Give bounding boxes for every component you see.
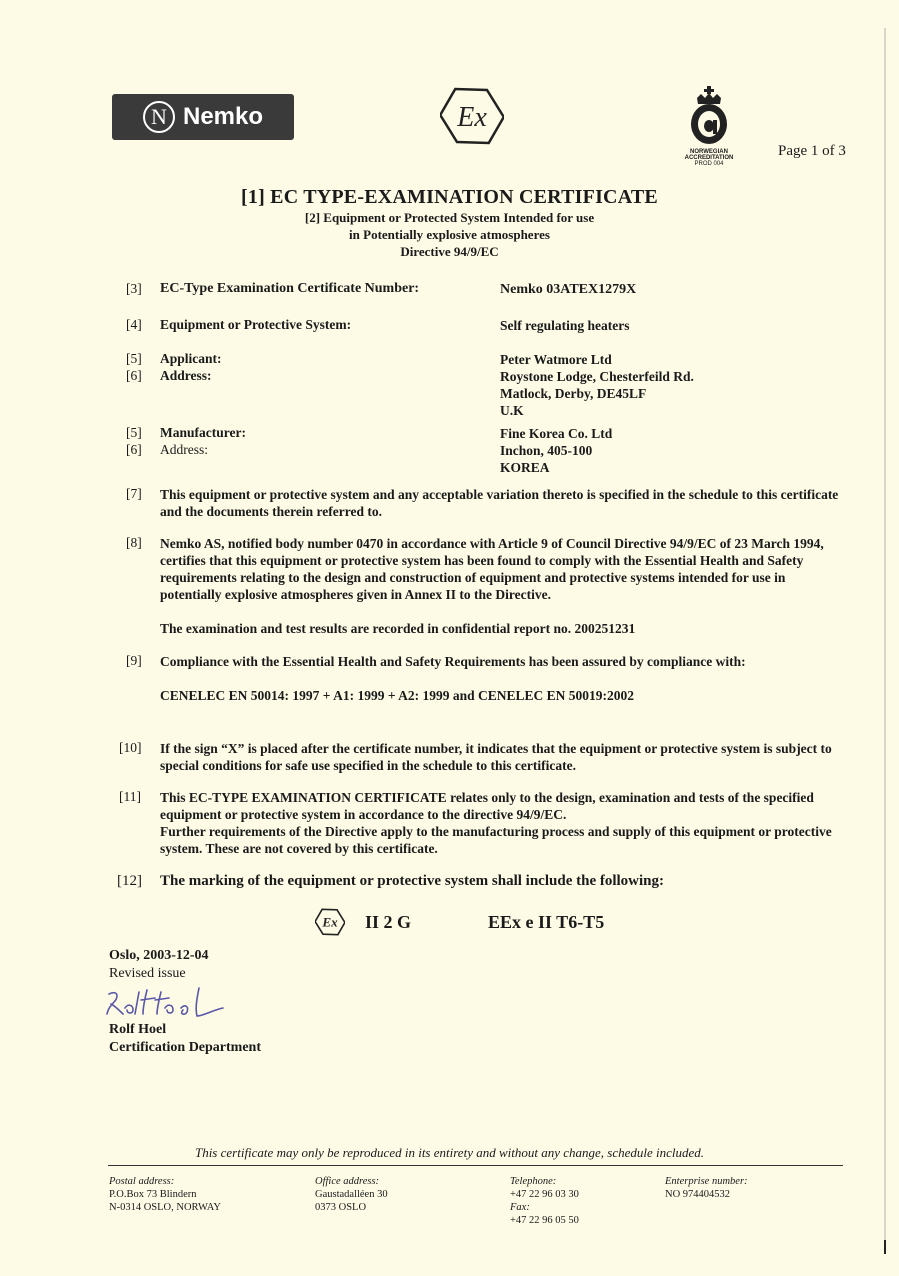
paragraph-12-text: The marking of the equipment or protective system shall include the following: [160, 873, 665, 889]
marking-code: EEx e II T6-T5 [488, 911, 605, 932]
postal-address-label: Postal address: [109, 1176, 175, 1187]
applicant-label: Applicant: [160, 351, 222, 366]
telephone-value: +47 22 96 03 30 [510, 1189, 579, 1200]
enterprise-info [665, 1175, 748, 1201]
reproduction-note: This certificate may only be reproduced in its entirety and without any change, schedule included. [194, 1145, 705, 1160]
equipment-marking [315, 908, 604, 936]
manufacturer-address-label: Address: [160, 442, 208, 457]
paragraph-number-10: [10] [119, 740, 142, 755]
subtitle-line-1: [2] Equipment or Protected System Intended for use [304, 210, 595, 225]
manufacturer-line: Inchon, 405-100 [500, 443, 593, 458]
applicant-line: Matlock, Derby, DE45LF [500, 386, 647, 401]
paragraph-11-text [160, 789, 850, 857]
subtitle-line-2: in Potentially explosive atmospheres [349, 227, 550, 242]
postal-line: P.O.Box 73 Blindern [109, 1189, 197, 1200]
paragraph-number-9: [9] [126, 653, 142, 668]
field-number-5b: [5] [126, 425, 142, 440]
handwritten-signature [103, 984, 243, 1024]
telephone-info [510, 1175, 579, 1227]
svg-text:Ex: Ex [322, 914, 338, 930]
office-address [315, 1175, 388, 1214]
report-number-text: The examination and test results are recorded in confidential report no. 200251231 [160, 621, 636, 636]
enterprise-label: Enterprise number: [665, 1176, 748, 1187]
certificate-number-label: EC-Type Examination Certificate Number: [160, 281, 420, 296]
equipment-label: Equipment or Protective System: [160, 317, 352, 332]
marking-group: II 2 G [365, 911, 412, 932]
issue-place-date: Oslo, 2003-12-04 [109, 948, 209, 963]
svg-text:Ex: Ex [457, 102, 487, 133]
fax-value: +47 22 96 05 50 [510, 1215, 579, 1226]
certificate-number-value: Nemko 03ATEX1279X [500, 282, 637, 297]
accreditation-line-1: NORWEGIAN [690, 149, 728, 155]
paragraph-number-11: [11] [119, 789, 141, 804]
paragraph-11-sentence-1: This EC-TYPE EXAMINATION CERTIFICATE relates only to the design, examination and tests of the specified equipment or protective system in accordance to the directive 94/9/EC. [160, 790, 814, 822]
footer-divider [108, 1165, 843, 1166]
accreditation-line-3: PROD 004 [694, 161, 724, 167]
applicant-line: Roystone Lodge, Chesterfeild Rd. [500, 369, 694, 384]
issue-block [109, 947, 209, 983]
paragraph-11-sentence-2: Further requirements of the Directive apply to the manufacturing process and supply of this equipment or protective system. These are not covered by this certificate. [160, 824, 832, 856]
crown-accreditation-icon [689, 86, 729, 144]
office-address-label: Office address: [315, 1176, 380, 1187]
signatory-name: Rolf Hoel [109, 1022, 167, 1037]
manufacturer-line: KOREA [500, 460, 550, 475]
field-number-3: [3] [126, 281, 142, 296]
office-line: Gaustadalléen 30 [315, 1189, 388, 1200]
telephone-label: Telephone: [510, 1176, 557, 1187]
ex-hexagon-icon [440, 84, 504, 148]
paragraph-number-12: [12] [117, 873, 142, 889]
paragraph-10-text: If the sign “X” is placed after the certificate number, it indicates that the equipment or protective system is subject to special conditions for safe use specified in the schedule to this certificate. [160, 741, 832, 773]
paragraph-7-text: This equipment or protective system and any acceptable variation thereto is specified in the schedule to this certificate and the documents therein referred to. [160, 487, 839, 519]
manufacturer-address-value [500, 425, 612, 476]
field-number-6a: [6] [126, 368, 142, 383]
signatory-block [109, 1021, 261, 1057]
page-number: Page 1 of 3 [778, 143, 846, 159]
ex-hexagon-small-icon [315, 907, 345, 937]
applicant-address-value [500, 351, 694, 419]
nemko-brand-text: Nemko [182, 103, 264, 130]
applicant-line: Peter Watmore Ltd [500, 352, 612, 367]
certificate-title-block [0, 186, 899, 260]
field-number-5a: [5] [126, 351, 142, 366]
paragraph-number-7: [7] [126, 486, 142, 501]
accreditation-line-2: ACCREDITATION [684, 155, 734, 161]
postal-line: N-0314 OSLO, NORWAY [109, 1202, 221, 1213]
field-number-6b: [6] [126, 442, 142, 457]
nemko-n-icon: N [143, 101, 175, 133]
applicant-address-label: Address: [160, 368, 212, 383]
accreditation-logo [678, 86, 740, 170]
page-edge-mark [884, 1240, 886, 1254]
paragraph-number-8: [8] [126, 535, 142, 550]
field-number-4: [4] [126, 317, 142, 332]
revised-issue: Revised issue [109, 966, 186, 981]
standards-text: CENELEC EN 50014: 1997 + A1: 1999 + A2: 1999 and CENELEC EN 50019:2002 [160, 688, 635, 703]
nemko-logo [112, 94, 294, 140]
equipment-value: Self regulating heaters [500, 318, 630, 333]
signatory-department: Certification Department [109, 1040, 262, 1055]
postal-address [109, 1175, 221, 1214]
certificate-title: [1] EC TYPE-EXAMINATION CERTIFICATE [241, 186, 658, 208]
office-line: 0373 OSLO [315, 1202, 367, 1213]
paragraph-9-text: Compliance with the Essential Health and Safety Requirements has been assured by compliance with: [160, 654, 746, 669]
fax-label: Fax: [510, 1202, 530, 1213]
subtitle-line-3: Directive 94/9/EC [400, 244, 499, 259]
applicant-line: U.K [500, 403, 524, 418]
paragraph-8-text: Nemko AS, notified body number 0470 in accordance with Article 9 of Council Directive 94/9/EC of 23 March 1994, certifies that this equipment or protective system has been found to comply with the Essential Health and Safety requirements relating to the design and construction of equipment and protective systems intended for use in potentially explosive atmospheres given in Annex II to the Directive. [160, 536, 824, 602]
manufacturer-label: Manufacturer: [160, 425, 246, 440]
manufacturer-line: Fine Korea Co. Ltd [500, 426, 613, 441]
enterprise-value: NO 974404532 [665, 1189, 731, 1200]
